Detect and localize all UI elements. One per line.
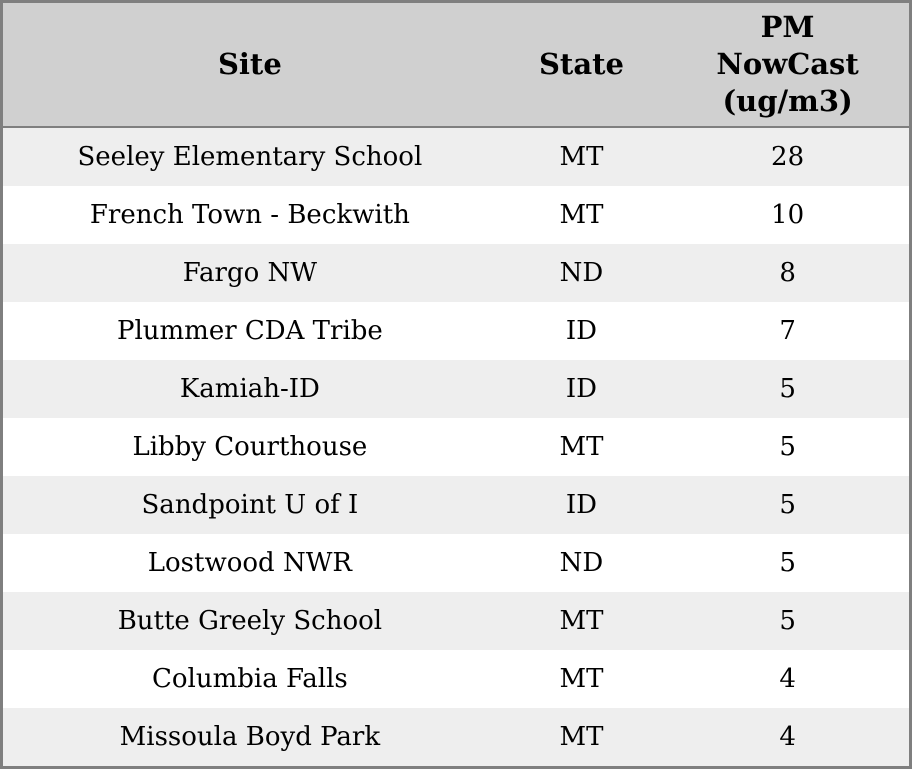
pm-nowcast-cell: 28 bbox=[666, 127, 909, 186]
state-cell: ID bbox=[497, 476, 666, 534]
pm-nowcast-cell: 5 bbox=[666, 534, 909, 592]
pm-header-line-3: (ug/m3) bbox=[722, 84, 853, 119]
pm-nowcast-cell: 5 bbox=[666, 418, 909, 476]
site-cell: Butte Greely School bbox=[3, 592, 497, 650]
pm-header-line-1: PM bbox=[760, 9, 815, 44]
state-cell: MT bbox=[497, 418, 666, 476]
table-header bbox=[3, 3, 909, 127]
pm-nowcast-cell: 4 bbox=[666, 650, 909, 708]
pm-nowcast-cell: 10 bbox=[666, 186, 909, 244]
pm-header-line-2: NowCast bbox=[716, 46, 859, 81]
table-row bbox=[3, 418, 909, 476]
column-header-state: State bbox=[497, 3, 666, 127]
state-cell: MT bbox=[497, 592, 666, 650]
table-row bbox=[3, 127, 909, 186]
table-row bbox=[3, 708, 909, 766]
pm-nowcast-cell: 5 bbox=[666, 592, 909, 650]
site-cell: Fargo NW bbox=[3, 244, 497, 302]
table-row bbox=[3, 360, 909, 418]
state-cell: ND bbox=[497, 244, 666, 302]
pm-nowcast-cell: 7 bbox=[666, 302, 909, 360]
pm-nowcast-cell: 8 bbox=[666, 244, 909, 302]
state-cell: ID bbox=[497, 360, 666, 418]
site-cell: French Town - Beckwith bbox=[3, 186, 497, 244]
site-cell: Sandpoint U of I bbox=[3, 476, 497, 534]
site-cell: Seeley Elementary School bbox=[3, 127, 497, 186]
state-cell: MT bbox=[497, 186, 666, 244]
site-cell: Libby Courthouse bbox=[3, 418, 497, 476]
pm-nowcast-table bbox=[3, 3, 909, 766]
table-row bbox=[3, 302, 909, 360]
site-cell: Kamiah-ID bbox=[3, 360, 497, 418]
table-row bbox=[3, 592, 909, 650]
site-cell: Columbia Falls bbox=[3, 650, 497, 708]
table-body bbox=[3, 127, 909, 766]
state-cell: MT bbox=[497, 650, 666, 708]
table-row bbox=[3, 244, 909, 302]
table-row bbox=[3, 534, 909, 592]
state-cell: ND bbox=[497, 534, 666, 592]
pm-nowcast-cell: 5 bbox=[666, 360, 909, 418]
pm-nowcast-cell: 5 bbox=[666, 476, 909, 534]
header-row bbox=[3, 3, 909, 127]
site-cell: Plummer CDA Tribe bbox=[3, 302, 497, 360]
site-cell: Missoula Boyd Park bbox=[3, 708, 497, 766]
table-row bbox=[3, 650, 909, 708]
state-cell: MT bbox=[497, 708, 666, 766]
pm-nowcast-cell: 4 bbox=[666, 708, 909, 766]
site-cell: Lostwood NWR bbox=[3, 534, 497, 592]
column-header-site: Site bbox=[3, 3, 497, 127]
table-row bbox=[3, 476, 909, 534]
table-row bbox=[3, 186, 909, 244]
state-cell: MT bbox=[497, 127, 666, 186]
state-cell: ID bbox=[497, 302, 666, 360]
column-header-pm-nowcast bbox=[666, 3, 909, 127]
